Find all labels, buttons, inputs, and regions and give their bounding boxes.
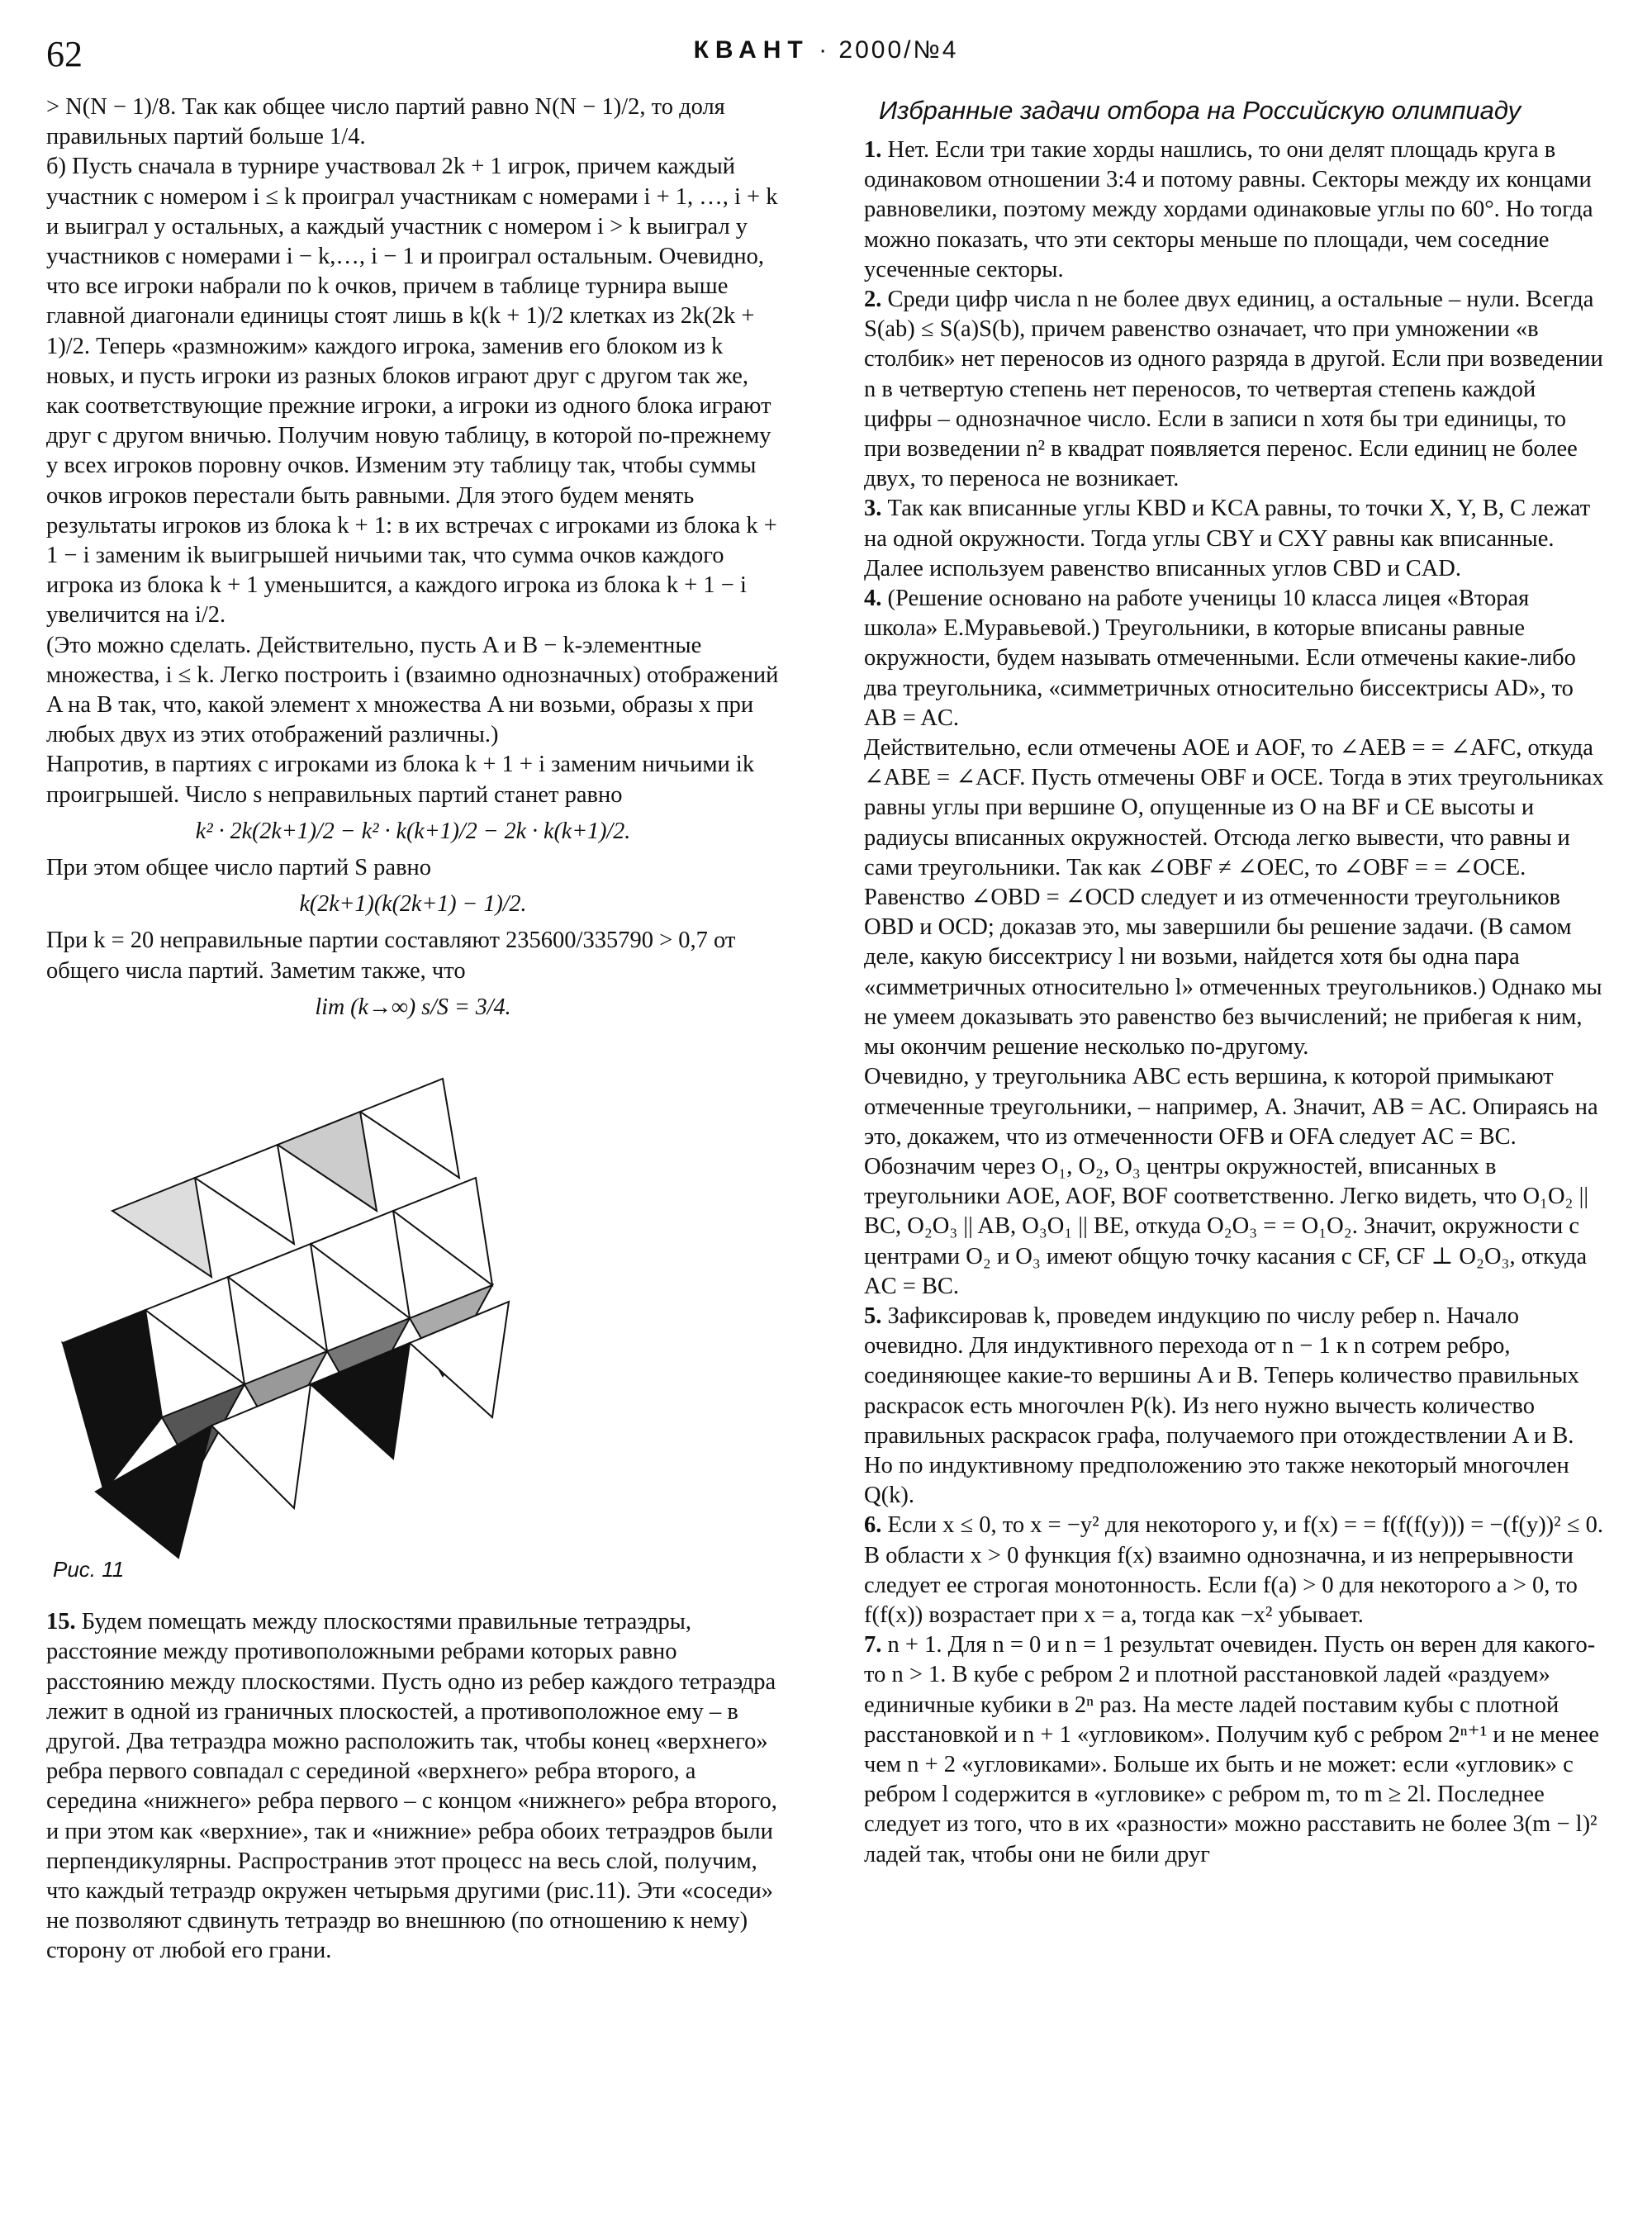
solution-1 (864, 135, 1607, 285)
solution-7 (864, 1630, 1607, 1870)
paragraph: При k = 20 неправильные партии составляют 235600/335790 > 0,7 от общего числа партий. Заметим также, что (46, 928, 736, 984)
solution-text: Зафиксировав k, проведем индукцию по числу ребер n. Начало очевидно. Для индуктивного перехода от n − 1 к n сотрем ребро, соединяющее какие-то вершины A и B. Теперь количество правильных раскрасок есть многочлен P(k). Из него нужно вычесть количество правильных раскрасок графа, получаемого при отождествлении A и B. Но по индуктивному предположению это также некоторый многочлен Q(k). (864, 1303, 1579, 1509)
paragraph: > N(N − 1)/8. Так как общее число партий равно N(N − 1)/2, то доля правильных партий больше 1/4. (46, 94, 725, 150)
paragraph (46, 1607, 780, 1966)
right-column (864, 93, 1607, 1870)
page-header (46, 33, 1606, 91)
solution-text: Если x ≤ 0, то x = −y² для некоторого y, и f(x) = = f(f(f(y))) = −(f(y))² ≤ 0. В области x > 0 функция f(x) взаимно однозначна, и из непрерывности следует ее строгая монотонность. Если f(a) > 0 для некоторого a > 0, то f(f(x)) возрастает при x = a, тогда как −x² убывает. (864, 1512, 1603, 1628)
paragraph: При этом общее число партий S равно (46, 855, 432, 881)
tetrahedra-figure (46, 1029, 534, 1574)
solution-3 (864, 494, 1607, 584)
paragraph: (Это можно сделать. Действительно, пусть A и B − k-элементные множества, i ≤ k. Легко построить i (взаимно однозначных) отображений A на B так, что, какой элемент x множества A ни возьми, образы x при любых двух из этих отображений различны.) (46, 632, 779, 748)
solution-text: Так как вписанные углы KBD и KCA равны, то точки X, Y, B, C лежат на одной окружности. Тогда углы CBY и CXY равны как вписанные. Далее используем равенство вписанных углов CBD и CAD. (864, 496, 1591, 581)
solution-2 (864, 285, 1607, 494)
solution-text: Среди цифр числа n не более двух единиц, а остальные – нули. Всегда S(ab) ≤ S(a)S(b), причем равенство означает, что при умножении «в столбик» нет переносов из одного разряда в другой. Если при возведении n в четвертую степень нет переносов, то четвертая степень каждой цифры – однозначное число. Если в записи n хотя бы три единицы, то при возведении n² в квадрат появляется перенос. Если единиц не более двух, то переноса не возникает. (864, 287, 1603, 492)
paragraph: Очевидно, у треугольника ABC есть вершина, к которой примыкают отмеченные треугольники, – например, A. Значит, AB = AC. Опираясь на это, докажем, что из отмеченности OFB и OFA следует AC = BC. (864, 1064, 1598, 1150)
solution-number: 3. (864, 496, 882, 522)
solution-text: Нет. Если три такие хорды нашлись, то они делят площадь круга в одинаковом отношении 3:4 и потому равны. Секторы между их концами равновелики, поэтому между хордами одинаковые углы по 60°. Но тогда можно показать, что эти секторы меньше по площади, чем соседние усеченные секторы. (864, 137, 1593, 282)
solution-number: 4. (864, 586, 882, 612)
left-column (46, 93, 780, 1967)
formula: k² · 2k(2k+1)/2 − k² · k(k+1)/2 − 2k · k(k+1)/2. (195, 818, 631, 844)
solution-number: 1. (864, 137, 882, 163)
page-number: 62 (46, 34, 83, 74)
solution-number: 2. (864, 287, 882, 313)
solution-number: 6. (864, 1512, 882, 1539)
journal-title (46, 36, 1606, 64)
paragraph: б) Пусть сначала в турнире участвовал 2k + 1 игрок, причем каждый участник с номером i ≤ k проиграл участникам с номерами i + 1, …, i + k и выиграл у остальных, а каждый участник с номером i > k выиграл у участников с номерами i − k,…, i − 1 и проиграл остальным. Очевидно, что все игроки набрали по k очков, причем в таблице турнира выше главной диагонали единицы стоят лишь в k(k + 1)/2 клетках из 2k(2k + 1)/2. Теперь «размножим» каждого игрока, заменив его блоком из k новых, и пусть игроки из разных блоков играют друг с другом так же, как соответствующие прежние игроки, а игроки из одного блока играют друг с другом вничью. Получим новую таблицу, в которой по-прежнему у всех игроков поровну очков. Изменим эту таблицу так, чтобы суммы очков игроков перестали быть равными. Для этого будем менять результаты игроков из блока k + 1: в их встречах с игроками из блока k + 1 − i заменим ik выигрышей ничьими так, что сумма очков каждого игрока из блока k + 1 уменьшится, а каждого игрока из блока k + 1 − i увеличится на i/2. (46, 154, 778, 629)
solution-text: n + 1. Для n = 0 и n = 1 результат очевиден. Пусть он верен для какого-то n > 1. В кубе с ребром 2 и плотной расстановкой ладей «раздуем» единичные кубики в 2ⁿ раз. На месте ладей поставим кубы с плотной расстановкой и n + 1 «угловиком». Получим куб с ребром 2ⁿ⁺¹ и не менее чем n + 2 «угловиками». Больше их быть и не может: если «угловик» с ребром l содержится в «угловике» с ребром m, то m ≥ 2l. Последнее следует из того, что в их «разности» можно расставить не более 3(m − l)² ладей так, чтобы они не били друг (864, 1632, 1600, 1867)
paragraph: Напротив, в партиях с игроками из блока k + 1 + i заменим ничьими ik проигрышей. Число s неправильных партий станет равно (46, 752, 755, 808)
journal-issue: · 2000/№4 (819, 36, 959, 64)
problem-text: Будем помещать между плоскостями правильные тетраэдры, расстояние между противоположными ребрами которых равно расстоянию между плоскостями. Пусть одно из ребер каждого тетраэдра лежит в одной из граничных плоскостей, а противоположное ему – в другой. Два тетраэдра можно расположить так, чтобы конец «верхнего» ребра первого совпадал с серединой «верхнего» ребра второго, а середина «нижнего» ребра первого – с концом «нижнего» ребра второго, и при этом как «верхние», так и «нижние» ребра обоих тетраэдров были перпендикулярны. Распространив этот процесс на весь слой, получим, что каждый тетраэдр окружен четырьмя другими (рис.11). Эти «соседи» не позволяют сдвинуть тетраэдр во внешнюю (по отношению к нему) сторону от любой его грани. (46, 1609, 777, 1964)
solution-5 (864, 1302, 1607, 1511)
solution-number: 7. (864, 1632, 882, 1658)
solution-text: (Решение основано на работе ученицы 10 класса лицея «Вторая школа» Е.Муравьевой.) Треугольники, в которые вписаны равные окружности, будем называть отмеченными. Если отмечены какие-либо два треугольника, «симметричных относительно биссектрисы AD», то AB = AC. (864, 586, 1576, 731)
formula: lim (k→∞) s/S = 3/4. (315, 994, 511, 1020)
section-title: Избранные задачи отбора на Российскую олимпиаду (879, 96, 1521, 125)
solution-6 (864, 1511, 1607, 1630)
journal-name: КВАНТ (693, 36, 809, 64)
paragraph: Равенство ∠OBD = ∠OCD следует и из отмеченности треугольников OBD и OCD; доказав это, мы завершили бы решение задачи. (В самом деле, какую биссектрису l ни возьми, найдется хотя бы одна пара «симметричных относительно l» отмеченных треугольников.) Однако мы не умеем доказывать это равенство без вычислений; не прибегая к ним, мы окончим решение несколько по-другому. (864, 885, 1602, 1061)
figure-caption: Рис. 11 (53, 1557, 125, 1583)
paragraph: Обозначим через O₁, O₂, O₃ центры окружностей, вписанных в треугольники AOE, AOF, BOF соответственно. Легко видеть, что O₁O₂ || BC, O₂O₃ || AB, O₃O₁ || BE, откуда O₂O₃ = = O₁O₂. Значит, окружности с центрами O₂ и O₃ имеют общую точку касания с CF, CF ⊥ O₂O₃, откуда AC = BC. (864, 1153, 1589, 1299)
solution-number: 5. (864, 1303, 882, 1329)
paragraph: Действительно, если отмечены AOE и AOF, то ∠AEB = = ∠AFC, откуда ∠ABE = ∠ACF. Пусть отмечены OBF и OCE. Тогда в этих треугольниках равны углы при вершине O, опущенные из O на BF и CE высоты и радиусы вписанных окружностей. Отсюда легко вывести, что равны и сами треугольники. Так как ∠OBF ≠ ∠OEC, то ∠OBF = = ∠OCE. (864, 735, 1604, 880)
solution-4 (864, 584, 1607, 733)
formula: k(2k+1)(k(2k+1) − 1)/2. (299, 891, 527, 918)
problem-number: 15. (46, 1609, 76, 1635)
problem-15-block (46, 1029, 780, 1607)
